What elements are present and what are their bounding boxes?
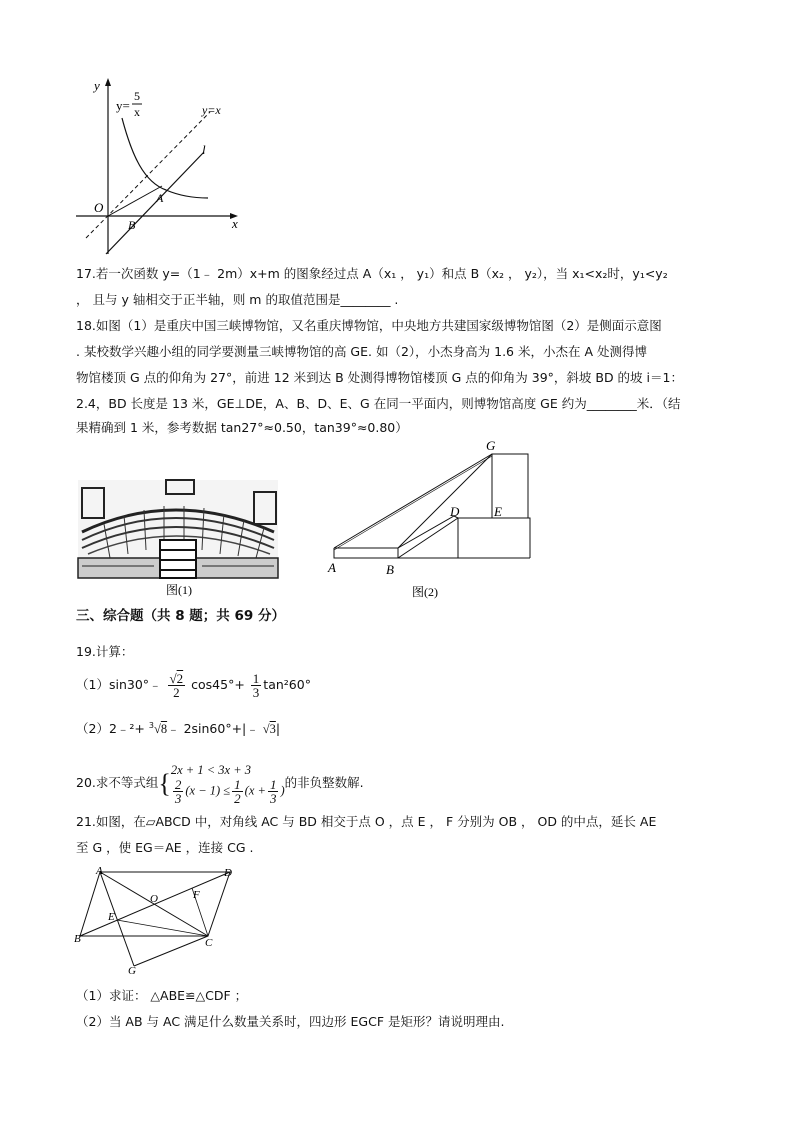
point-b: B [74,933,81,945]
fig1-caption: 图(1) [166,583,192,597]
q20-line: 20.求不等式组{ 2x + 1 < 3x + 3 $\frac{2}{3}$ (x − 1) ≤ $\frac{1}{2}$ (x + $\frac{1}{3}$ ) 的非负整数解. [76,763,364,806]
point-a-label: A [328,560,336,575]
point-o-label: O [94,200,104,215]
function-graph [70,76,250,256]
q19-p2-post: | [275,721,281,737]
point-b-label: B [386,562,394,577]
sqrt3-radicand: 3 [269,722,276,737]
parallelogram-figure [70,864,245,976]
line-yx-label: y=x [202,103,221,117]
q18-line1: 18.如图（1）是重庆中国三峡博物馆，又名重庆博物馆，中央地方共建国家级博物馆图（2）是侧面示意图 [76,318,662,333]
point-f: F [193,889,200,901]
q19-p1-post: tan²60° [263,677,311,692]
point-a-label: A [156,191,164,205]
q18-line3: 物馆楼顶 G 点的仰角为 27°，前进 12 米到达 B 处测得博物馆楼顶 G 点的仰角为 39°，斜坡 BD 的坡 i＝1： [76,370,683,385]
inequality-2: $\frac{2}{3}$ (x − 1) ≤ $\frac{1}{2}$ (x + $\frac{1}{3}$ ) [174,777,285,806]
cube-root-radicand: 8 [160,722,168,737]
q19-title: 19.计算： [76,644,134,659]
q17-line1: 17.若一次函数 y=（1﹣ 2m）x+m 的图象经过点 A（x₁ ， y₁）和点 B（x₂ ， y₂），当 x₁<x₂时，y₁<y₂ [76,266,668,281]
curve-label: y= [116,98,130,113]
q20-pre: 20.求不等式组 [76,775,159,790]
point-o: O [150,893,158,905]
q18-line2: . 某校数学兴趣小组的同学要测量三峡博物馆的高 GE. 如（2），小杰身高为 1.6 米，小杰在 A 处测得博 [76,344,647,359]
q21-part1: （1）求证： △ABE≌△CDF ； [76,988,248,1003]
x-axis-label: x [232,216,238,231]
q19-p2-pre: （2）2﹣²+ [76,721,149,737]
q19-p1-mid: cos45°+ [191,677,245,692]
fig2-caption: 图(2) [412,585,438,599]
cube-root-index: 3 [148,721,154,730]
point-d: D [224,867,232,879]
q21-line1: 21.如图，在▱ABCD 中，对角线 AC 与 BD 相交于点 O ，点 E ， F 分别为 OB ， OD 的中点，延长 AE [76,814,657,829]
q20-post: 的非负整数解. [284,775,364,790]
sqrt2-over-2-fraction: $\frac{√2}{2}$ [169,671,184,700]
q18-line4: 2.4，BD 长度是 13 米，GE⊥DE，A、B、D、E、G 在同一平面内，则博物馆高度 GE 约为________米．（结 [76,396,681,411]
one-third-fraction: $\frac{1}{3}$ [252,671,260,700]
q19-p1-pre: （1）sin30°﹣ [76,677,162,692]
q21-line2: 至 G ，使 EG＝AE ，连接 CG . [76,840,254,855]
y-axis-label: y [94,78,100,93]
point-c: C [205,937,213,949]
q17-line2: ， 且与 y 轴相交于正半轴，则 m 的取值范围是________ . [76,292,399,307]
inequality-1: 2x + 1 < 3x + 3 [170,763,252,777]
point-e-label: E [494,504,502,519]
curve-den: x [134,105,140,119]
museum-sketch [74,474,284,604]
point-a: A [96,865,103,877]
point-g: G [128,965,136,976]
point-b-label: B [128,218,136,232]
museum-side-diagram [324,436,544,602]
point-d-label: D [450,504,460,519]
q19-part2: （2）2﹣²+ $^3$√8﹣ 2sin60°+|﹣ √3| [76,721,281,737]
point-e: E [108,911,115,923]
curve-num: 5 [134,89,140,103]
point-g-label: G [486,438,496,453]
line-l-label: l [202,142,206,157]
q18-line5: 果精确到 1 米，参考数据 tan27°≈0.50，tan39°≈0.80） [76,420,408,435]
q21-part2: （2）当 AB 与 AC 满足什么数量关系时，四边形 EGCF 是矩形？请说明理由. [76,1014,505,1029]
inequality-system [171,762,285,805]
q19-part1 [76,672,311,699]
section-heading: 三、综合题（共 8 题；共 69 分） [76,608,285,624]
q19-p2-mid: ﹣ 2sin60°+|﹣ [167,721,263,737]
